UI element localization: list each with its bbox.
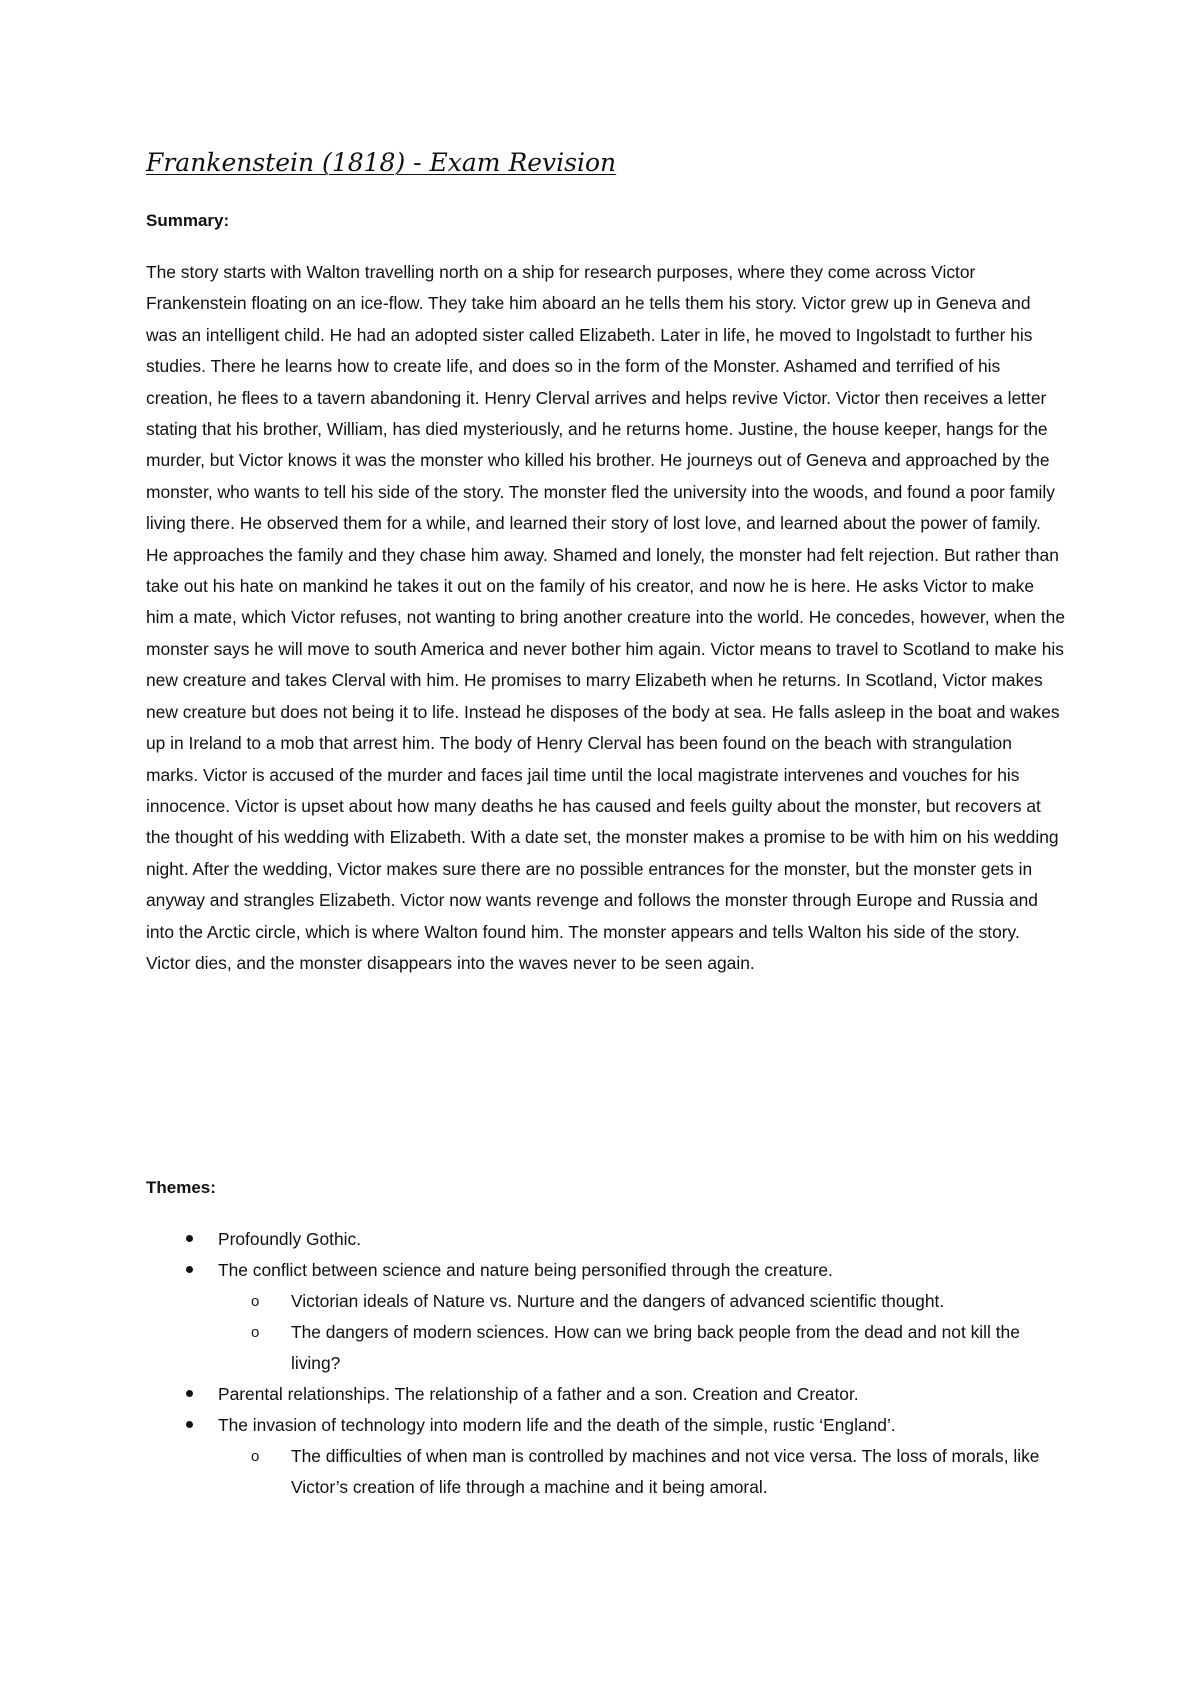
theme-item bbox=[0, 1410, 1048, 1503]
bullet-icon bbox=[186, 1390, 193, 1397]
summary-heading: Summary: bbox=[146, 211, 230, 230]
sub-theme-item bbox=[251, 1286, 1051, 1317]
bullet-icon bbox=[186, 1235, 193, 1242]
theme-text: The conflict between science and nature being personified through the creature. bbox=[218, 1260, 833, 1280]
theme-item bbox=[0, 1255, 1048, 1379]
sub-theme-list bbox=[218, 1286, 1048, 1379]
sub-theme-item bbox=[251, 1317, 1051, 1379]
sub-theme-text: The difficulties of when man is controlled by machines and not vice versa. The loss of morals, like Victor’s creation of life through a machine and it being amoral. bbox=[291, 1446, 1040, 1497]
bullet-icon bbox=[186, 1266, 193, 1273]
themes-list bbox=[0, 1224, 1200, 1503]
circle-bullet-icon: o bbox=[251, 1293, 260, 1310]
circle-bullet-icon: o bbox=[251, 1324, 260, 1341]
theme-text: Parental relationships. The relationship of a father and a son. Creation and Creator. bbox=[218, 1384, 859, 1404]
sub-theme-text: The dangers of modern sciences. How can we bring back people from the dead and not kill the living? bbox=[291, 1322, 1020, 1373]
theme-item bbox=[0, 1379, 1048, 1410]
sub-theme-list bbox=[218, 1441, 1048, 1503]
bullet-icon bbox=[186, 1421, 193, 1428]
theme-text: The invasion of technology into modern life and the death of the simple, rustic ‘England’. bbox=[218, 1415, 896, 1435]
document-title: Frankenstein (1818) - Exam Revision bbox=[146, 148, 617, 177]
sub-theme-item bbox=[251, 1441, 1051, 1503]
theme-text: Profoundly Gothic. bbox=[218, 1229, 362, 1249]
theme-item bbox=[0, 1224, 1048, 1255]
circle-bullet-icon: o bbox=[251, 1448, 260, 1465]
sub-theme-text: Victorian ideals of Nature vs. Nurture and the dangers of advanced scientific thought. bbox=[291, 1291, 945, 1311]
summary-paragraph: The story starts with Walton travelling north on a ship for research purposes, where they come across Victor Frankenstein floating on an ice-flow. They take him aboard an he tells them his story. Victor grew up in Geneva and was an intelligent child. He had an adopted sister called Elizabeth. Later in life, he moved to Ingolstadt to further his studies. There he learns how to create life, and does so in the form of the Monster. Ashamed and terrified of his creation, he flees to a tavern abandoning it. Henry Clerval arrives and helps revive Victor. Victor then receives a letter stating that his brother, William, has died mysteriously, and he returns home. Justine, the house keeper, hangs for the murder, but Victor knows it was the monster who killed his brother. He journeys out of Geneva and approached by the monster, who wants to tell his side of the story. The monster fled the university into the woods, and found a poor family living there. He observed them for a while, and learned their story of lost love, and learned about the power of family. He approaches the family and they chase him away. Shamed and lonely, the monster had felt rejection. But rather than take out his hate on mankind he takes it out on the family of his creator, and now he is here. He asks Victor to make him a mate, which Victor refuses, not wanting to bring another creature into the world. He concedes, however, when the monster says he will move to south America and never bother him again. Victor means to travel to Scotland to make his new creature and takes Clerval with him. He promises to marry Elizabeth when he returns. In Scotland, Victor makes new creature but does not being it to life. Instead he disposes of the body at sea. He falls asleep in the boat and wakes up in Ireland to a mob that arrest him. The body of Henry Clerval has been found on the beach with strangulation marks. Victor is accused of the murder and faces jail time until the local magistrate intervenes and vouches for his innocence. Victor is upset about how many deaths he has caused and feels guilty about the monster, but recovers at the thought of his wedding with Elizabeth. With a date set, the monster makes a promise to be with him on his wedding night. After the wedding, Victor makes sure there are no possible entrances for the monster, but the monster gets in anyway and strangles Elizabeth. Victor now wants revenge and follows the monster through Europe and Russia and into the Arctic circle, which is where Walton found him. The monster appears and tells Walton his side of the story. Victor dies, and the monster disappears into the waves never to be seen again. bbox=[146, 262, 1065, 973]
themes-heading: Themes: bbox=[146, 1178, 216, 1197]
